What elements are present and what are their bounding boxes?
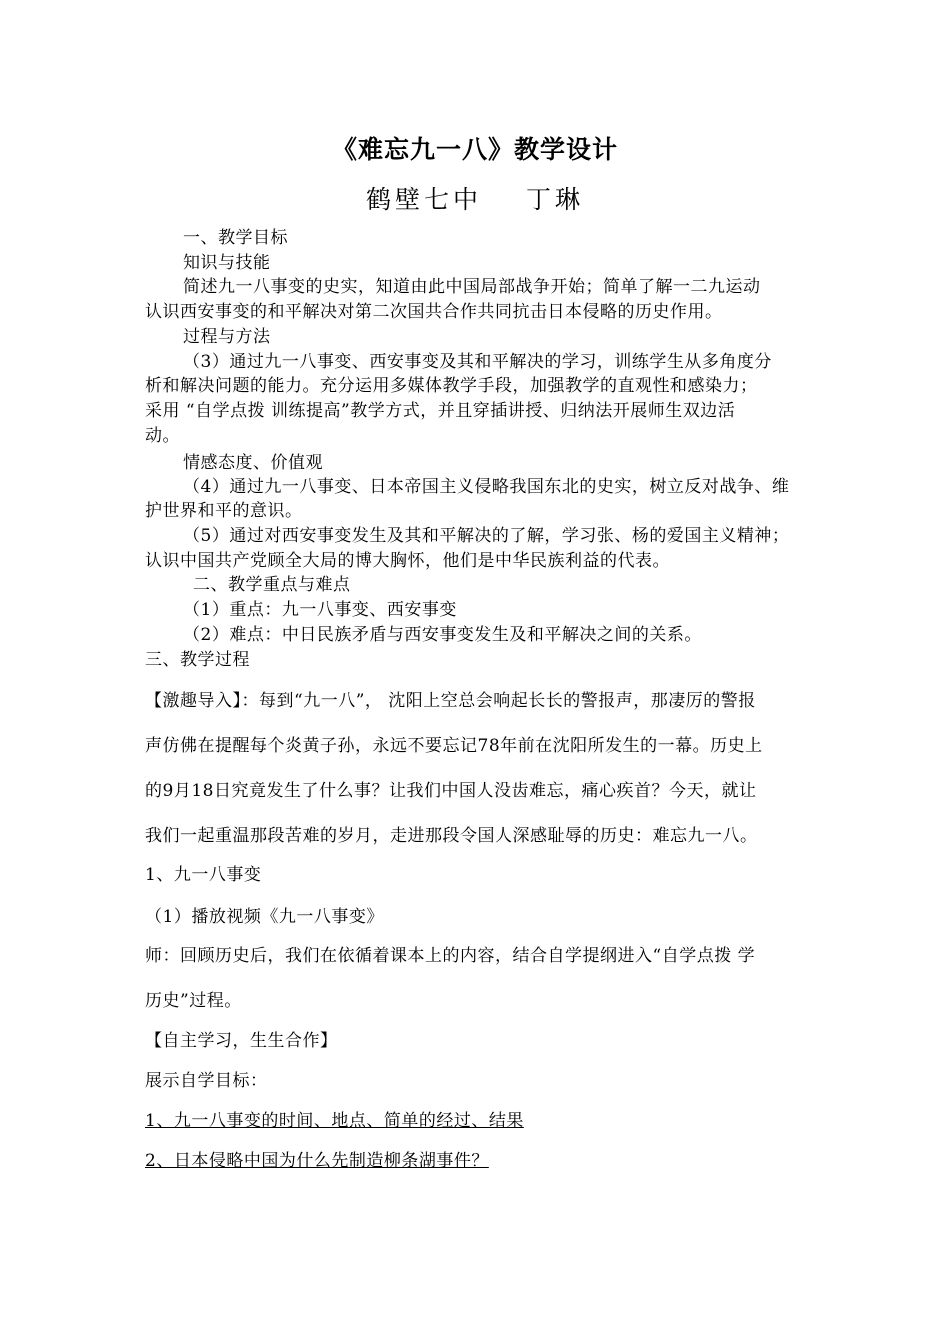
- paragraph-line: 护世界和平的意识。: [145, 501, 303, 521]
- paragraph-line: 历史”过程。: [145, 991, 242, 1011]
- paragraph-line: 采用 “自学点拨 训练提高”教学方式，并且穿插讲授、归纳法开展师生双边活: [145, 401, 736, 421]
- subsection-heading: 1、九一八事变: [145, 865, 262, 885]
- author-name: 丁琳: [526, 185, 585, 214]
- paragraph-line: 我们一起重温那段苦难的岁月，走进那段令国人深感耻辱的历史：难忘九一八。: [145, 826, 758, 846]
- subheading-knowledge-skills: 知识与技能: [183, 253, 271, 273]
- study-goal-item: 1、九一八事变的时间、地点、简单的经过、结果: [145, 1111, 524, 1131]
- section-heading-objectives: 一、教学目标: [183, 228, 288, 248]
- paragraph-line: （1）播放视频《九一八事变》: [145, 907, 384, 927]
- paragraph-line: 展示自学目标：: [145, 1071, 268, 1091]
- paragraph-line: 【激趣导入】：每到“九一八”， 沈阳上空总会响起长长的警报声，那凄厉的警报: [145, 691, 756, 711]
- paragraph-line: （2）难点：中日民族矛盾与西安事变发生及和平解决之间的关系。: [183, 625, 702, 645]
- document-title: 《难忘九一八》教学设计: [331, 135, 618, 164]
- school-name: 鹤壁七中: [365, 185, 482, 214]
- subheading-emotion-values: 情感态度、价值观: [183, 453, 323, 473]
- paragraph-line: 动。: [145, 426, 180, 446]
- paragraph-line: 师：回顾历史后，我们在依循着课本上的内容，结合自学提纲进入“自学点拨 学: [145, 946, 756, 966]
- author-line: [0, 187, 950, 212]
- paragraph-line: （5）通过对西安事变发生及其和平解决的了解，学习张、杨的爱国主义精神；: [183, 526, 790, 546]
- paragraph-line: 析和解决问题的能力。充分运用多媒体教学手段，加强教学的直观性和感染力；: [145, 376, 758, 396]
- paragraph-line: （4）通过九一八事变、日本帝国主义侵略我国东北的史实，树立反对战争、维: [183, 477, 790, 497]
- paragraph-line: 认识中国共产党顾全大局的博大胸怀，他们是中华民族利益的代表。: [145, 551, 670, 571]
- paragraph-line: 声仿佛在提醒每个炎黄子孙，永远不要忘记78年前在沈阳所发生的一幕。历史上: [145, 736, 763, 756]
- study-goal-item: 2、日本侵略中国为什么先制造柳条湖事件？: [145, 1151, 489, 1171]
- paragraph-line: （1）重点：九一八事变、西安事变: [183, 600, 457, 620]
- subsection-heading: 【自主学习，生生合作】: [145, 1031, 338, 1051]
- section-heading-process: 三、教学过程: [145, 650, 250, 670]
- paragraph-line: 的9月18日究竟发生了什么事？让我们中国人没齿难忘，痛心疾首？今天，就让: [145, 781, 757, 801]
- paragraph-line: （3）通过九一八事变、西安事变及其和平解决的学习，训练学生从多角度分: [183, 352, 772, 372]
- subheading-process-methods: 过程与方法: [183, 327, 271, 347]
- paragraph-line: 简述九一八事变的史实，知道由此中国局部战争开始；简单了解一二九运动: [183, 277, 761, 297]
- paragraph-line: 认识西安事变的和平解决对第二次国共合作共同抗击日本侵略的历史作用。: [145, 302, 723, 322]
- section-heading-key-points: 二、教学重点与难点: [193, 575, 351, 595]
